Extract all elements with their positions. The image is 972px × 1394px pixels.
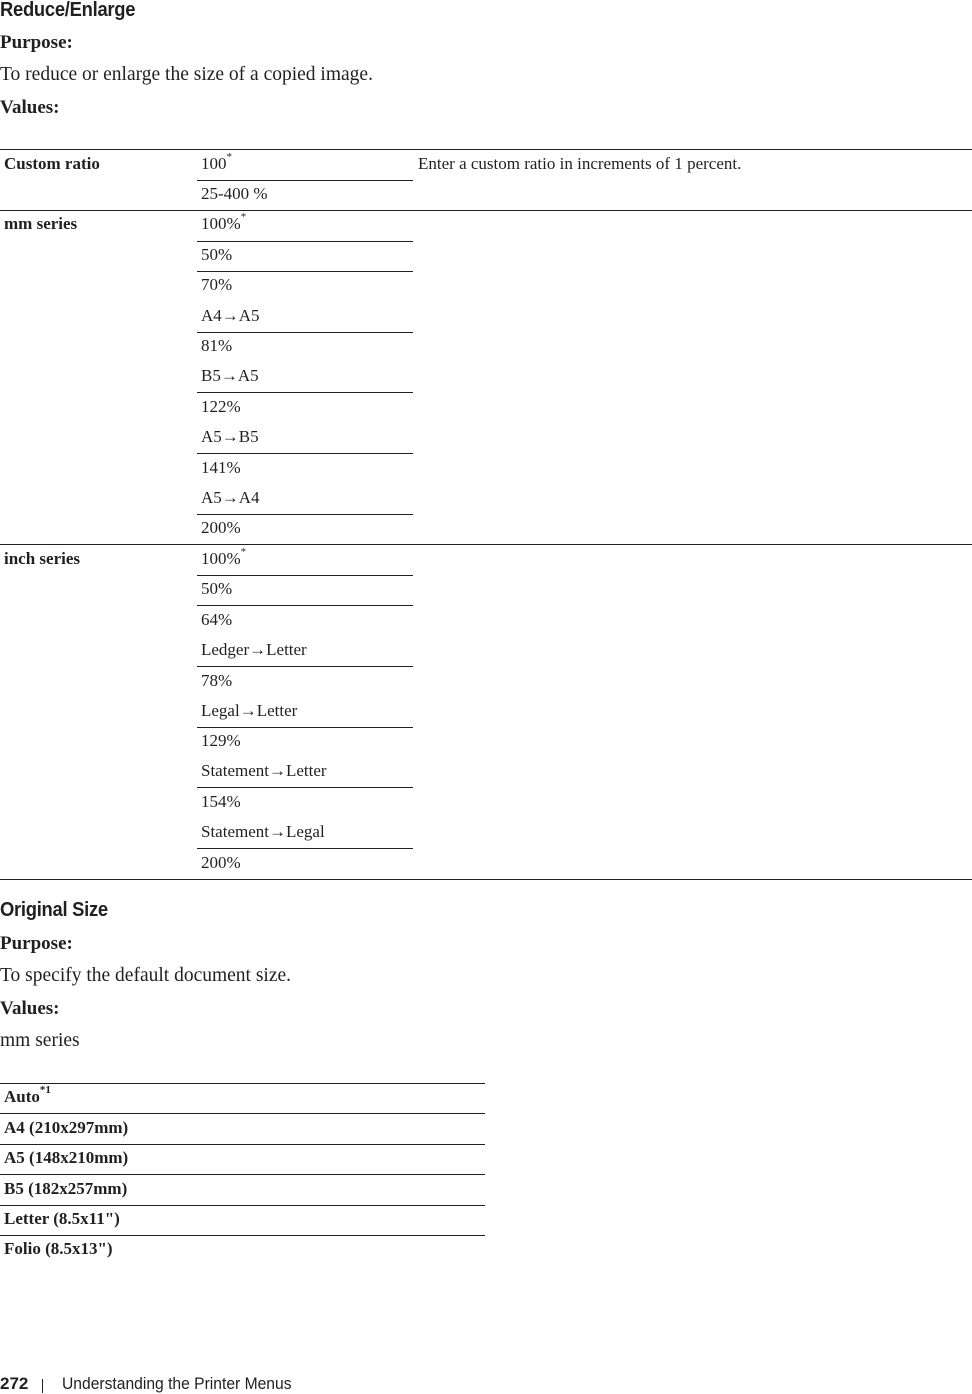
section-heading-reduce-enlarge: Reduce/Enlarge	[0, 0, 136, 21]
table-rule	[0, 210, 972, 211]
default-marker: *1	[39, 1084, 51, 1097]
table-rule	[197, 514, 413, 515]
table-cell: A4→A5	[201, 306, 260, 325]
series-label: mm series	[0, 1030, 80, 1051]
table-rule	[197, 727, 413, 728]
custom-ratio-description: Enter a custom ratio in increments of 1 percent.	[418, 154, 742, 173]
table-rule	[0, 149, 972, 150]
default-marker: *	[240, 546, 247, 559]
table-rule	[197, 575, 413, 576]
table-rule	[197, 271, 413, 272]
purpose-label: Purpose:	[0, 32, 73, 53]
footer-divider	[42, 1379, 43, 1393]
table-rule	[197, 848, 413, 849]
mm-series-label: mm series	[4, 214, 78, 233]
mm-series-default: 100%*	[201, 211, 247, 233]
table-rule	[0, 1113, 485, 1114]
custom-ratio-label: Custom ratio	[4, 154, 100, 173]
table-rule	[197, 605, 413, 606]
table-cell: 141%	[201, 458, 241, 477]
table-cell: 81%	[201, 336, 233, 355]
table-rule	[0, 1083, 485, 1084]
default-marker: *	[240, 211, 247, 224]
table-cell: Letter (8.5x11")	[4, 1209, 120, 1228]
table-cell: 122%	[201, 397, 241, 416]
table-rule	[197, 180, 413, 181]
table-rule	[197, 332, 413, 333]
table-cell: Folio (8.5x13")	[4, 1239, 113, 1258]
section-heading-original-size: Original Size	[0, 899, 108, 921]
table-cell: 200%	[201, 853, 241, 872]
purpose-text: To specify the default document size.	[0, 965, 292, 986]
custom-ratio-default: 100*	[201, 151, 232, 173]
table-cell: 200%	[201, 518, 241, 537]
table-cell: 154%	[201, 792, 241, 811]
page-number: 272	[0, 1374, 29, 1393]
table-cell: 78%	[201, 671, 233, 690]
values-label: Values:	[0, 97, 60, 118]
table-cell: Statement→Legal	[201, 822, 325, 841]
inch-series-label: inch series	[4, 549, 81, 568]
table-rule	[197, 666, 413, 667]
table-cell: Ledger→Letter	[201, 640, 307, 659]
table-rule	[0, 1174, 485, 1175]
table-cell: Statement→Letter	[201, 761, 327, 780]
table-cell: A5→B5	[201, 427, 259, 446]
table-rule	[197, 787, 413, 788]
table-rule	[0, 879, 972, 880]
table-cell: 64%	[201, 610, 233, 629]
custom-ratio-range: 25-400 %	[201, 184, 268, 203]
table-cell: Legal→Letter	[201, 701, 298, 720]
table-cell-auto: Auto$^{*1}$	[4, 1084, 51, 1106]
table-rule	[0, 544, 972, 545]
table-rule	[0, 1205, 485, 1206]
table-rule	[197, 241, 413, 242]
table-rule	[0, 1235, 485, 1236]
table-cell: A4 (210x297mm)	[4, 1118, 129, 1137]
table-cell: A5 (148x210mm)	[4, 1148, 129, 1167]
table-cell: A5→A4	[201, 488, 260, 507]
purpose-text: To reduce or enlarge the size of a copied image.	[0, 64, 373, 85]
table-cell: 70%	[201, 275, 233, 294]
table-cell: 129%	[201, 731, 241, 750]
table-rule	[197, 392, 413, 393]
purpose-label: Purpose:	[0, 933, 73, 954]
table-rule	[0, 1144, 485, 1145]
table-cell: 50%	[201, 579, 233, 598]
values-label: Values:	[0, 998, 60, 1019]
table-cell: B5→A5	[201, 366, 259, 385]
footer-chapter-title: Understanding the Printer Menus	[62, 1374, 292, 1393]
table-cell: 50%	[201, 245, 233, 264]
inch-series-default: 100%*	[201, 546, 247, 568]
table-rule	[197, 453, 413, 454]
default-marker: *	[226, 151, 232, 164]
table-cell: B5 (182x257mm)	[4, 1179, 128, 1198]
